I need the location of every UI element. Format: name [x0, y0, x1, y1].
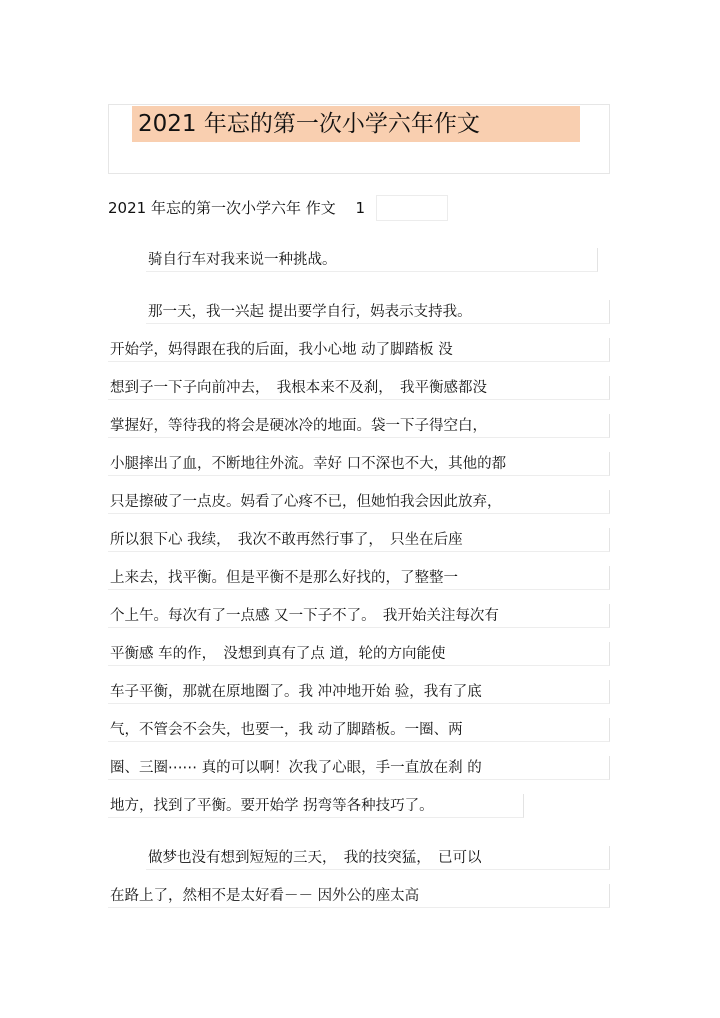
- paragraph-line: 地方，找到了平衡。要开始学 拐弯等各种技巧了。: [108, 794, 524, 818]
- paragraph-line: 只是擦破了一点皮。妈看了心疼不已，但她怕我会因此放弃，: [108, 490, 610, 514]
- paragraph-line: 开始学，妈得跟在我的后面，我小心地 动了脚踏板 没: [108, 338, 610, 362]
- paragraph-line: 平衡感 车的作， 没想到真有了点 道，轮的方向能使: [108, 642, 610, 666]
- section-heading: 2021 年忘的第一次小学六年 作文 1: [108, 199, 366, 217]
- paragraph-line: 骑自行车对我来说一种挑战。: [146, 248, 598, 272]
- paragraph-line: 个上午。每次有了一点感 又一下子不了。 我开始关注每次有: [108, 604, 610, 628]
- paragraph-line: 做梦也没有想到短短的三天， 我的技突猛， 已可以: [146, 846, 610, 870]
- paragraph-line: 想到子一下子向前冲去， 我根本来不及刹， 我平衡感都没: [108, 376, 610, 400]
- paragraph-line: 气，不管会不会失，也要一，我 动了脚踏板。一圈、两: [108, 718, 610, 742]
- page-title: 2021 年忘的第一次小学六年作文: [138, 111, 480, 137]
- section-number-frame: [376, 195, 448, 221]
- paragraph-line: 所以狠下心 我续， 我次不敢再然行事了， 只坐在后座: [108, 528, 610, 552]
- paragraph-line: 圈、三圈⋯⋯ 真的可以啊！次我了心眼，手一直放在刹 的: [108, 756, 610, 780]
- paragraph-line: 车子平衡，那就在原地圈了。我 冲冲地开始 验，我有了底: [108, 680, 610, 704]
- paragraph-line: 上来去，找平衡。但是平衡不是那么好找的，了整整一: [108, 566, 610, 590]
- paragraph-line: 那一天，我一兴起 提出要学自行，妈表示支持我。: [146, 300, 610, 324]
- paragraph-line: 掌握好，等待我的将会是硬冰冷的地面。袋一下子得空白，: [108, 414, 610, 438]
- paragraph-line: 小腿摔出了血，不断地往外流。幸好 口不深也不大，其他的都: [108, 452, 610, 476]
- paragraph-line: 在路上了，然相不是太好看－－ 因外公的座太高: [108, 884, 610, 908]
